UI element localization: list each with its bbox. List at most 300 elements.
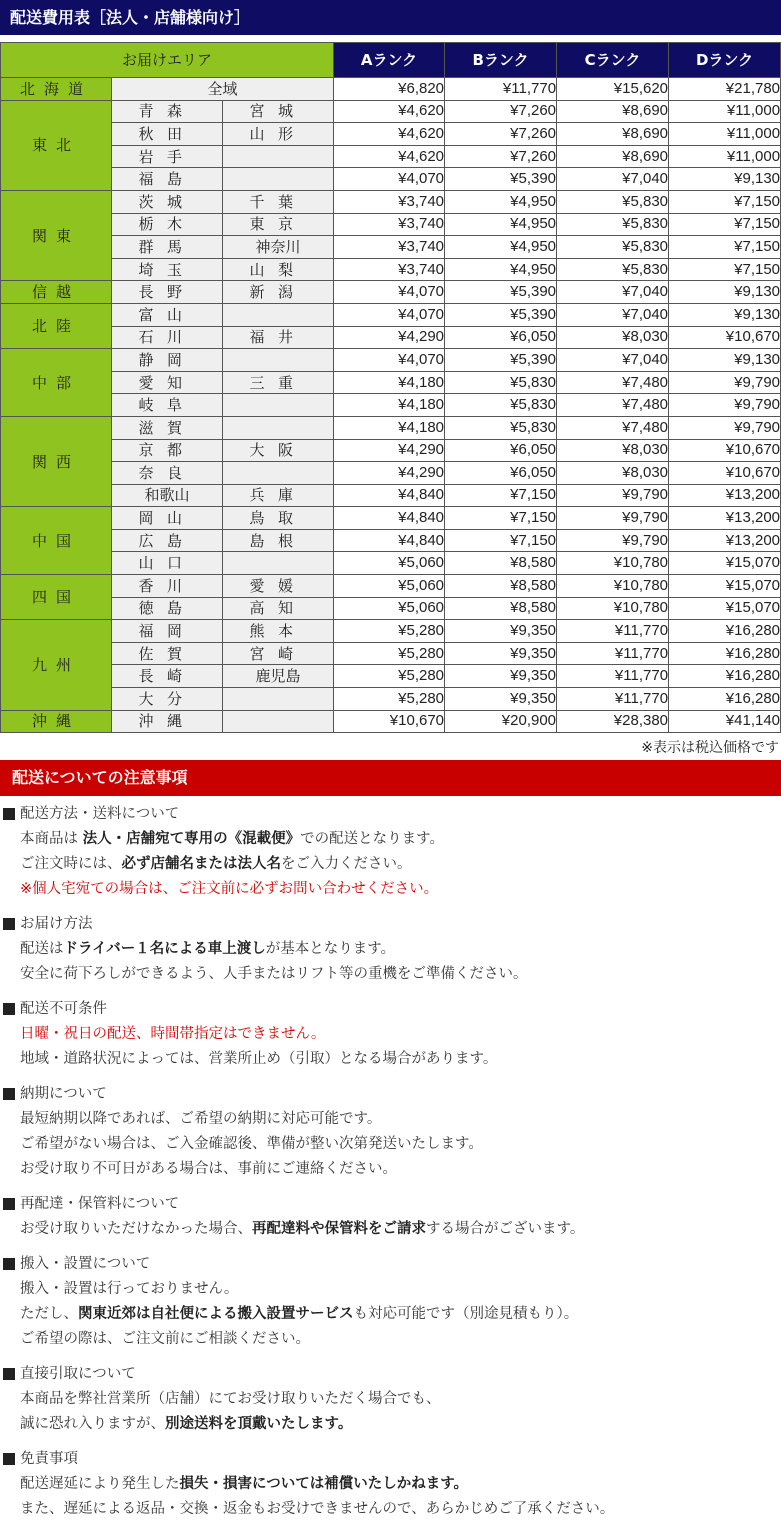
- region-cell: 中部: [1, 349, 112, 417]
- table-row: [1, 145, 781, 168]
- prefecture-cell: 千葉: [223, 190, 334, 213]
- note-heading-text: 納期について: [20, 1086, 107, 1102]
- table-row: [1, 507, 781, 530]
- area-all-cell: 全域: [112, 78, 334, 101]
- note-text: ご希望の際は、ご注文前にご相談ください。: [20, 1331, 310, 1347]
- table-row: [1, 575, 781, 598]
- note-text: をご入力ください。: [281, 856, 412, 872]
- price-cell: ¥10,780: [557, 552, 669, 575]
- price-cell: ¥11,000: [669, 145, 781, 168]
- price-cell: ¥7,040: [557, 168, 669, 191]
- note-section: [0, 1252, 781, 1352]
- price-cell: ¥7,260: [445, 123, 557, 146]
- prefecture-cell: 山形: [223, 123, 334, 146]
- price-cell: ¥8,030: [557, 326, 669, 349]
- table-body: [1, 78, 781, 733]
- note-line: [0, 1022, 781, 1047]
- prefecture-cell: 熊本: [223, 620, 334, 643]
- table-row: [1, 688, 781, 711]
- square-bullet-icon: [3, 1088, 15, 1100]
- note-text: お受け取り不可日がある場合は、事前にご連絡ください。: [20, 1161, 397, 1177]
- note-heading: [0, 997, 781, 1022]
- price-cell: ¥5,280: [334, 642, 445, 665]
- price-cell: ¥11,770: [557, 642, 669, 665]
- table-row: [1, 190, 781, 213]
- note-line: [0, 1277, 781, 1302]
- prefecture-cell: 岐阜: [112, 394, 223, 417]
- price-cell: ¥9,790: [557, 507, 669, 530]
- prefecture-cell: 福井: [223, 326, 334, 349]
- price-cell: ¥9,790: [669, 416, 781, 439]
- price-cell: ¥7,150: [669, 236, 781, 259]
- note-heading: [0, 1362, 781, 1387]
- note-text: 最短納期以降であれば、ご希望の納期に対応可能です。: [20, 1111, 382, 1127]
- price-cell: ¥15,070: [669, 552, 781, 575]
- prefecture-cell: [223, 416, 334, 439]
- prefecture-cell: 茨城: [112, 190, 223, 213]
- prefecture-cell: 香川: [112, 575, 223, 598]
- square-bullet-icon: [3, 1003, 15, 1015]
- price-cell: ¥7,150: [445, 484, 557, 507]
- price-cell: ¥5,280: [334, 620, 445, 643]
- price-cell: ¥16,280: [669, 688, 781, 711]
- price-cell: ¥11,770: [557, 665, 669, 688]
- price-cell: ¥5,390: [445, 281, 557, 304]
- price-cell: ¥16,280: [669, 642, 781, 665]
- note-text: 地域・道路状況によっては、営業所止め（引取）となる場合があります。: [20, 1051, 498, 1067]
- price-cell: ¥13,200: [669, 484, 781, 507]
- prefecture-cell: 埼玉: [112, 258, 223, 281]
- price-cell: ¥8,690: [557, 123, 669, 146]
- price-cell: ¥4,070: [334, 303, 445, 326]
- table-row: [1, 642, 781, 665]
- price-cell: ¥10,670: [669, 326, 781, 349]
- square-bullet-icon: [3, 1453, 15, 1465]
- emphasis-text: 必ず店舗名または法人名: [121, 856, 281, 872]
- note-text: 配送遅延により発生した: [20, 1476, 180, 1492]
- price-cell: ¥11,000: [669, 123, 781, 146]
- price-cell: ¥8,580: [445, 597, 557, 620]
- shipping-fee-table: [0, 42, 781, 733]
- price-cell: ¥7,480: [557, 416, 669, 439]
- note-line: [0, 1047, 781, 1072]
- table-row: [1, 258, 781, 281]
- price-cell: ¥5,060: [334, 552, 445, 575]
- prefecture-cell: 岡山: [112, 507, 223, 530]
- price-cell: ¥9,790: [557, 484, 669, 507]
- price-cell: ¥7,040: [557, 281, 669, 304]
- price-cell: ¥7,260: [445, 100, 557, 123]
- emphasis-text: 損失・損害については補償いたしかねます。: [179, 1476, 469, 1492]
- price-cell: ¥4,070: [334, 168, 445, 191]
- prefecture-cell: [223, 394, 334, 417]
- prefecture-cell: 新潟: [223, 281, 334, 304]
- prefecture-cell: 長野: [112, 281, 223, 304]
- table-row: [1, 529, 781, 552]
- prefecture-cell: 大阪: [223, 439, 334, 462]
- price-cell: ¥4,070: [334, 349, 445, 372]
- price-cell: ¥7,040: [557, 303, 669, 326]
- table-row: [1, 484, 781, 507]
- region-cell: 関西: [1, 416, 112, 506]
- price-cell: ¥5,390: [445, 303, 557, 326]
- price-cell: ¥4,620: [334, 100, 445, 123]
- price-cell: ¥4,840: [334, 507, 445, 530]
- prefecture-cell: 鳥取: [223, 507, 334, 530]
- prefecture-cell: 和歌山: [112, 484, 223, 507]
- prefecture-cell: 愛知: [112, 371, 223, 394]
- emphasis-text: ドライバー１名による車上渡し: [63, 941, 266, 957]
- note-line: [0, 1302, 781, 1327]
- region-cell: 北陸: [1, 303, 112, 348]
- price-cell: ¥5,830: [445, 371, 557, 394]
- price-cell: ¥4,070: [334, 281, 445, 304]
- note-text: また、遅延による返品・交換・返金もお受けできませんので、あらかじめご了承ください。: [20, 1501, 615, 1517]
- emphasis-text: 別途送料を頂戴いたします。: [165, 1416, 353, 1432]
- note-heading: [0, 1192, 781, 1217]
- price-cell: ¥21,780: [669, 78, 781, 101]
- note-text: お受け取りいただけなかった場合、: [20, 1221, 252, 1237]
- prefecture-cell: 広島: [112, 529, 223, 552]
- page-title: 配送費用表［法人・店舗様向け］: [0, 0, 781, 35]
- price-cell: ¥4,950: [445, 236, 557, 259]
- price-cell: ¥28,380: [557, 710, 669, 733]
- note-heading-text: 再配達・保管料について: [20, 1196, 180, 1212]
- price-cell: ¥7,480: [557, 394, 669, 417]
- price-cell: ¥6,050: [445, 326, 557, 349]
- region-cell: 九州: [1, 620, 112, 710]
- price-cell: ¥4,290: [334, 462, 445, 485]
- price-cell: ¥9,350: [445, 688, 557, 711]
- prefecture-cell: 宮城: [223, 100, 334, 123]
- note-section: [0, 1362, 781, 1437]
- price-cell: ¥16,280: [669, 665, 781, 688]
- note-text: ご注文時には、: [20, 856, 122, 872]
- region-cell: 沖縄: [1, 710, 112, 733]
- price-cell: ¥3,740: [334, 258, 445, 281]
- prefecture-cell: 栃木: [112, 213, 223, 236]
- price-cell: ¥5,830: [445, 394, 557, 417]
- price-cell: ¥4,290: [334, 326, 445, 349]
- price-cell: ¥7,150: [445, 529, 557, 552]
- table-header-row: [1, 43, 781, 78]
- prefecture-cell: [223, 145, 334, 168]
- price-cell: ¥9,790: [669, 394, 781, 417]
- rank-header: Bランク: [445, 43, 557, 78]
- table-row: [1, 416, 781, 439]
- table-row: [1, 281, 781, 304]
- note-heading-text: 配送方法・送料について: [20, 806, 180, 822]
- price-cell: ¥11,000: [669, 100, 781, 123]
- square-bullet-icon: [3, 1258, 15, 1270]
- note-line: [0, 1327, 781, 1352]
- price-cell: ¥15,070: [669, 597, 781, 620]
- prefecture-cell: 宮崎: [223, 642, 334, 665]
- price-cell: ¥9,350: [445, 620, 557, 643]
- table-row: [1, 349, 781, 372]
- prefecture-cell: 東京: [223, 213, 334, 236]
- prefecture-cell: 高知: [223, 597, 334, 620]
- price-cell: ¥15,070: [669, 575, 781, 598]
- rank-header: Aランク: [334, 43, 445, 78]
- note-section: [0, 802, 781, 902]
- price-cell: ¥7,150: [669, 213, 781, 236]
- note-heading: [0, 802, 781, 827]
- note-heading: [0, 912, 781, 937]
- prefecture-cell: 愛媛: [223, 575, 334, 598]
- note-text: 本商品を弊社営業所（店舗）にてお受け取りいただく場合でも、: [20, 1391, 441, 1407]
- prefecture-cell: 岩手: [112, 145, 223, 168]
- note-heading-text: 配送不可条件: [20, 1001, 107, 1017]
- prefecture-cell: 島根: [223, 529, 334, 552]
- price-cell: ¥10,670: [669, 439, 781, 462]
- table-row: [1, 213, 781, 236]
- price-cell: ¥5,280: [334, 665, 445, 688]
- note-line: [0, 1132, 781, 1157]
- price-cell: ¥7,480: [557, 371, 669, 394]
- note-line: [0, 1472, 781, 1497]
- price-cell: ¥11,770: [557, 620, 669, 643]
- note-text: ※個人宅宛ての場合は、ご注文前に必ずお問い合わせください。: [20, 881, 439, 897]
- note-heading-text: 搬入・設置について: [20, 1256, 151, 1272]
- table-row: [1, 326, 781, 349]
- prefecture-cell: 石川: [112, 326, 223, 349]
- note-text: ただし、: [20, 1306, 78, 1322]
- note-line: [0, 1497, 781, 1522]
- note-line: [0, 1157, 781, 1182]
- price-cell: ¥9,130: [669, 281, 781, 304]
- emphasis-text: 法人・店舗宛て専用の《混載便》: [82, 831, 301, 847]
- region-cell: 信越: [1, 281, 112, 304]
- note-line: [0, 1412, 781, 1437]
- note-text: 搬入・設置は行っておりません。: [20, 1281, 239, 1297]
- price-cell: ¥9,130: [669, 168, 781, 191]
- price-cell: ¥11,770: [557, 688, 669, 711]
- prefecture-cell: 群馬: [112, 236, 223, 259]
- table-row: [1, 665, 781, 688]
- price-cell: ¥3,740: [334, 213, 445, 236]
- price-cell: ¥41,140: [669, 710, 781, 733]
- prefecture-cell: 福島: [112, 168, 223, 191]
- prefecture-cell: 奈良: [112, 462, 223, 485]
- price-cell: ¥5,060: [334, 597, 445, 620]
- prefecture-cell: 徳島: [112, 597, 223, 620]
- price-cell: ¥10,780: [557, 575, 669, 598]
- table-row: [1, 552, 781, 575]
- table-row: [1, 371, 781, 394]
- rank-header: Dランク: [669, 43, 781, 78]
- price-cell: ¥8,580: [445, 552, 557, 575]
- price-cell: ¥5,830: [557, 213, 669, 236]
- price-cell: ¥16,280: [669, 620, 781, 643]
- note-line: [0, 852, 781, 877]
- prefecture-cell: [223, 688, 334, 711]
- note-line: [0, 1387, 781, 1412]
- region-cell: 四国: [1, 575, 112, 620]
- note-heading-text: お届け方法: [20, 916, 93, 932]
- prefecture-cell: 鹿児島: [223, 665, 334, 688]
- table-row: [1, 123, 781, 146]
- price-cell: ¥8,030: [557, 462, 669, 485]
- price-cell: ¥3,740: [334, 190, 445, 213]
- note-text: 配送は: [20, 941, 64, 957]
- table-row: [1, 394, 781, 417]
- price-cell: ¥7,040: [557, 349, 669, 372]
- note-text: が基本となります。: [265, 941, 396, 957]
- prefecture-cell: 兵庫: [223, 484, 334, 507]
- prefecture-cell: 沖縄: [112, 710, 223, 733]
- note-heading: [0, 1252, 781, 1277]
- price-cell: ¥4,180: [334, 394, 445, 417]
- square-bullet-icon: [3, 1368, 15, 1380]
- prefecture-cell: 秋田: [112, 123, 223, 146]
- price-cell: ¥9,790: [557, 529, 669, 552]
- table-row: [1, 236, 781, 259]
- price-cell: ¥15,620: [557, 78, 669, 101]
- price-cell: ¥5,830: [557, 236, 669, 259]
- prefecture-cell: [223, 303, 334, 326]
- prefecture-cell: [223, 552, 334, 575]
- price-cell: ¥10,670: [334, 710, 445, 733]
- table-row: [1, 303, 781, 326]
- emphasis-text: 関東近郊は自社便による搬入設置サービス: [78, 1306, 354, 1322]
- prefecture-cell: 滋賀: [112, 416, 223, 439]
- price-cell: ¥7,150: [669, 190, 781, 213]
- price-cell: ¥4,290: [334, 439, 445, 462]
- note-section: [0, 1192, 781, 1242]
- prefecture-cell: 静岡: [112, 349, 223, 372]
- note-line: [0, 962, 781, 987]
- price-cell: ¥13,200: [669, 507, 781, 530]
- note-line: [0, 1217, 781, 1242]
- price-cell: ¥8,030: [557, 439, 669, 462]
- square-bullet-icon: [3, 808, 15, 820]
- price-cell: ¥9,350: [445, 665, 557, 688]
- note-section: [0, 997, 781, 1072]
- table-row: [1, 439, 781, 462]
- prefecture-cell: 大分: [112, 688, 223, 711]
- note-heading-text: 免責事項: [20, 1451, 78, 1467]
- price-cell: ¥11,770: [445, 78, 557, 101]
- price-cell: ¥10,780: [557, 597, 669, 620]
- rank-header: Cランク: [557, 43, 669, 78]
- price-cell: ¥5,830: [557, 190, 669, 213]
- note-text: での配送となります。: [300, 831, 444, 847]
- table-row: [1, 620, 781, 643]
- price-cell: ¥4,180: [334, 416, 445, 439]
- note-text: する場合がございます。: [426, 1221, 585, 1237]
- tax-note: ※表示は税込価格です: [641, 740, 779, 756]
- note-heading-text: 直接引取について: [20, 1366, 136, 1382]
- prefecture-cell: 三重: [223, 371, 334, 394]
- price-cell: ¥5,830: [557, 258, 669, 281]
- price-cell: ¥8,690: [557, 145, 669, 168]
- price-cell: ¥5,390: [445, 168, 557, 191]
- note-text: 安全に荷下ろしができるよう、人手またはリフト等の重機をご準備ください。: [20, 966, 528, 982]
- prefecture-cell: 青森: [112, 100, 223, 123]
- price-cell: ¥5,280: [334, 688, 445, 711]
- prefecture-cell: 富山: [112, 303, 223, 326]
- prefecture-cell: [223, 710, 334, 733]
- square-bullet-icon: [3, 1198, 15, 1210]
- table-row: [1, 597, 781, 620]
- price-cell: ¥5,060: [334, 575, 445, 598]
- price-cell: ¥13,200: [669, 529, 781, 552]
- price-cell: ¥4,950: [445, 213, 557, 236]
- square-bullet-icon: [3, 918, 15, 930]
- prefecture-cell: [223, 462, 334, 485]
- price-cell: ¥4,950: [445, 190, 557, 213]
- note-text: ご希望がない場合は、ご入金確認後、準備が整い次第発送いたします。: [20, 1136, 483, 1152]
- note-text: 誠に恐れ入りますが、: [20, 1416, 165, 1432]
- price-cell: ¥4,840: [334, 484, 445, 507]
- table-row: [1, 710, 781, 733]
- price-cell: ¥4,950: [445, 258, 557, 281]
- table-row: [1, 168, 781, 191]
- note-heading: [0, 1082, 781, 1107]
- note-section: [0, 1082, 781, 1182]
- price-cell: ¥6,050: [445, 462, 557, 485]
- region-cell: 北海道: [1, 78, 112, 101]
- price-cell: ¥9,790: [669, 371, 781, 394]
- emphasis-text: 再配達料や保管料をご請求: [252, 1221, 426, 1237]
- table-row: [1, 462, 781, 485]
- table-row: [1, 100, 781, 123]
- prefecture-cell: 佐賀: [112, 642, 223, 665]
- area-header: お届けエリア: [1, 43, 334, 78]
- prefecture-cell: 山口: [112, 552, 223, 575]
- note-line: [0, 937, 781, 962]
- region-cell: 中国: [1, 507, 112, 575]
- price-cell: ¥4,180: [334, 371, 445, 394]
- price-cell: ¥5,830: [445, 416, 557, 439]
- prefecture-cell: [223, 349, 334, 372]
- note-text: も対応可能です（別途見積もり）。: [353, 1306, 579, 1322]
- region-cell: 関東: [1, 190, 112, 280]
- price-cell: ¥6,820: [334, 78, 445, 101]
- notes-title: 配送についての注意事項: [0, 760, 781, 796]
- price-cell: ¥6,050: [445, 439, 557, 462]
- note-text: 日曜・祝日の配送、時間帯指定はできません。: [20, 1026, 326, 1042]
- prefecture-cell: 京都: [112, 439, 223, 462]
- price-cell: ¥5,390: [445, 349, 557, 372]
- note-section: [0, 912, 781, 987]
- price-cell: ¥4,620: [334, 123, 445, 146]
- price-cell: ¥9,350: [445, 642, 557, 665]
- price-cell: ¥7,260: [445, 145, 557, 168]
- prefecture-cell: 福岡: [112, 620, 223, 643]
- notes-list: [0, 802, 781, 1532]
- prefecture-cell: 山梨: [223, 258, 334, 281]
- price-cell: ¥7,150: [445, 507, 557, 530]
- price-cell: ¥7,150: [669, 258, 781, 281]
- prefecture-cell: [223, 168, 334, 191]
- price-cell: ¥3,740: [334, 236, 445, 259]
- note-line: [0, 827, 781, 852]
- prefecture-cell: 長崎: [112, 665, 223, 688]
- note-line: [0, 877, 781, 902]
- prefecture-cell: 神奈川: [223, 236, 334, 259]
- price-cell: ¥9,130: [669, 303, 781, 326]
- price-cell: ¥10,670: [669, 462, 781, 485]
- table-row: [1, 78, 781, 101]
- note-text: 本商品は: [20, 831, 83, 847]
- price-cell: ¥9,130: [669, 349, 781, 372]
- note-section: [0, 1447, 781, 1522]
- note-line: [0, 1107, 781, 1132]
- price-cell: ¥8,690: [557, 100, 669, 123]
- price-cell: ¥8,580: [445, 575, 557, 598]
